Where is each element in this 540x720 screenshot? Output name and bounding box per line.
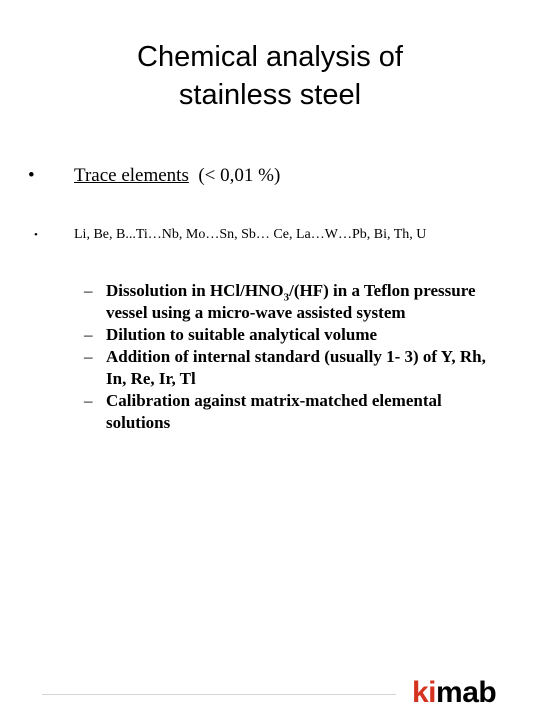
- element-list-text: Li, Be, B...Ti…Nb, Mo…Sn, Sb… Ce, La…W…Pb, Bi, Th, U: [74, 227, 427, 242]
- item-text: Calibration against matrix-matched elemental solutions: [106, 391, 442, 432]
- dash-marker: –: [84, 347, 93, 366]
- kimab-logo: [412, 676, 496, 710]
- bullet-trace-elements: [28, 164, 280, 188]
- bullet-marker: •: [34, 229, 38, 241]
- item-subscript: 3: [283, 291, 290, 304]
- dash-marker: –: [84, 281, 93, 300]
- trace-elements-label: Trace elements: [74, 165, 189, 186]
- bullet-marker: •: [28, 165, 35, 186]
- bullet-element-list: [34, 226, 426, 244]
- item-text: Addition of internal standard (usually 1- 3) of Y, Rh, In, Re, Ir, Tl: [106, 347, 486, 388]
- dash-marker: –: [84, 325, 93, 344]
- list-item: [84, 346, 504, 390]
- footer-divider: [42, 694, 396, 695]
- dash-marker: –: [84, 391, 93, 410]
- title-line-2: stainless steel: [178, 79, 362, 111]
- procedure-list: [84, 280, 504, 434]
- list-item: [84, 280, 504, 324]
- logo-part-a: ki: [412, 676, 437, 709]
- trace-elements-threshold: (< 0,01 %): [188, 165, 281, 186]
- item-text: Dilution to suitable analytical volume: [106, 325, 378, 344]
- list-item: [84, 390, 504, 434]
- slide-title: [0, 38, 540, 114]
- item-text-pre: Dissolution in HCl/HNO: [106, 281, 284, 300]
- list-item: [84, 324, 504, 346]
- logo-part-b: mab: [436, 676, 497, 709]
- item-text-post: /(HF) in a Teflon pressure vessel using a micro-wave assisted system: [106, 281, 476, 322]
- title-line-1: Chemical analysis of: [137, 41, 403, 73]
